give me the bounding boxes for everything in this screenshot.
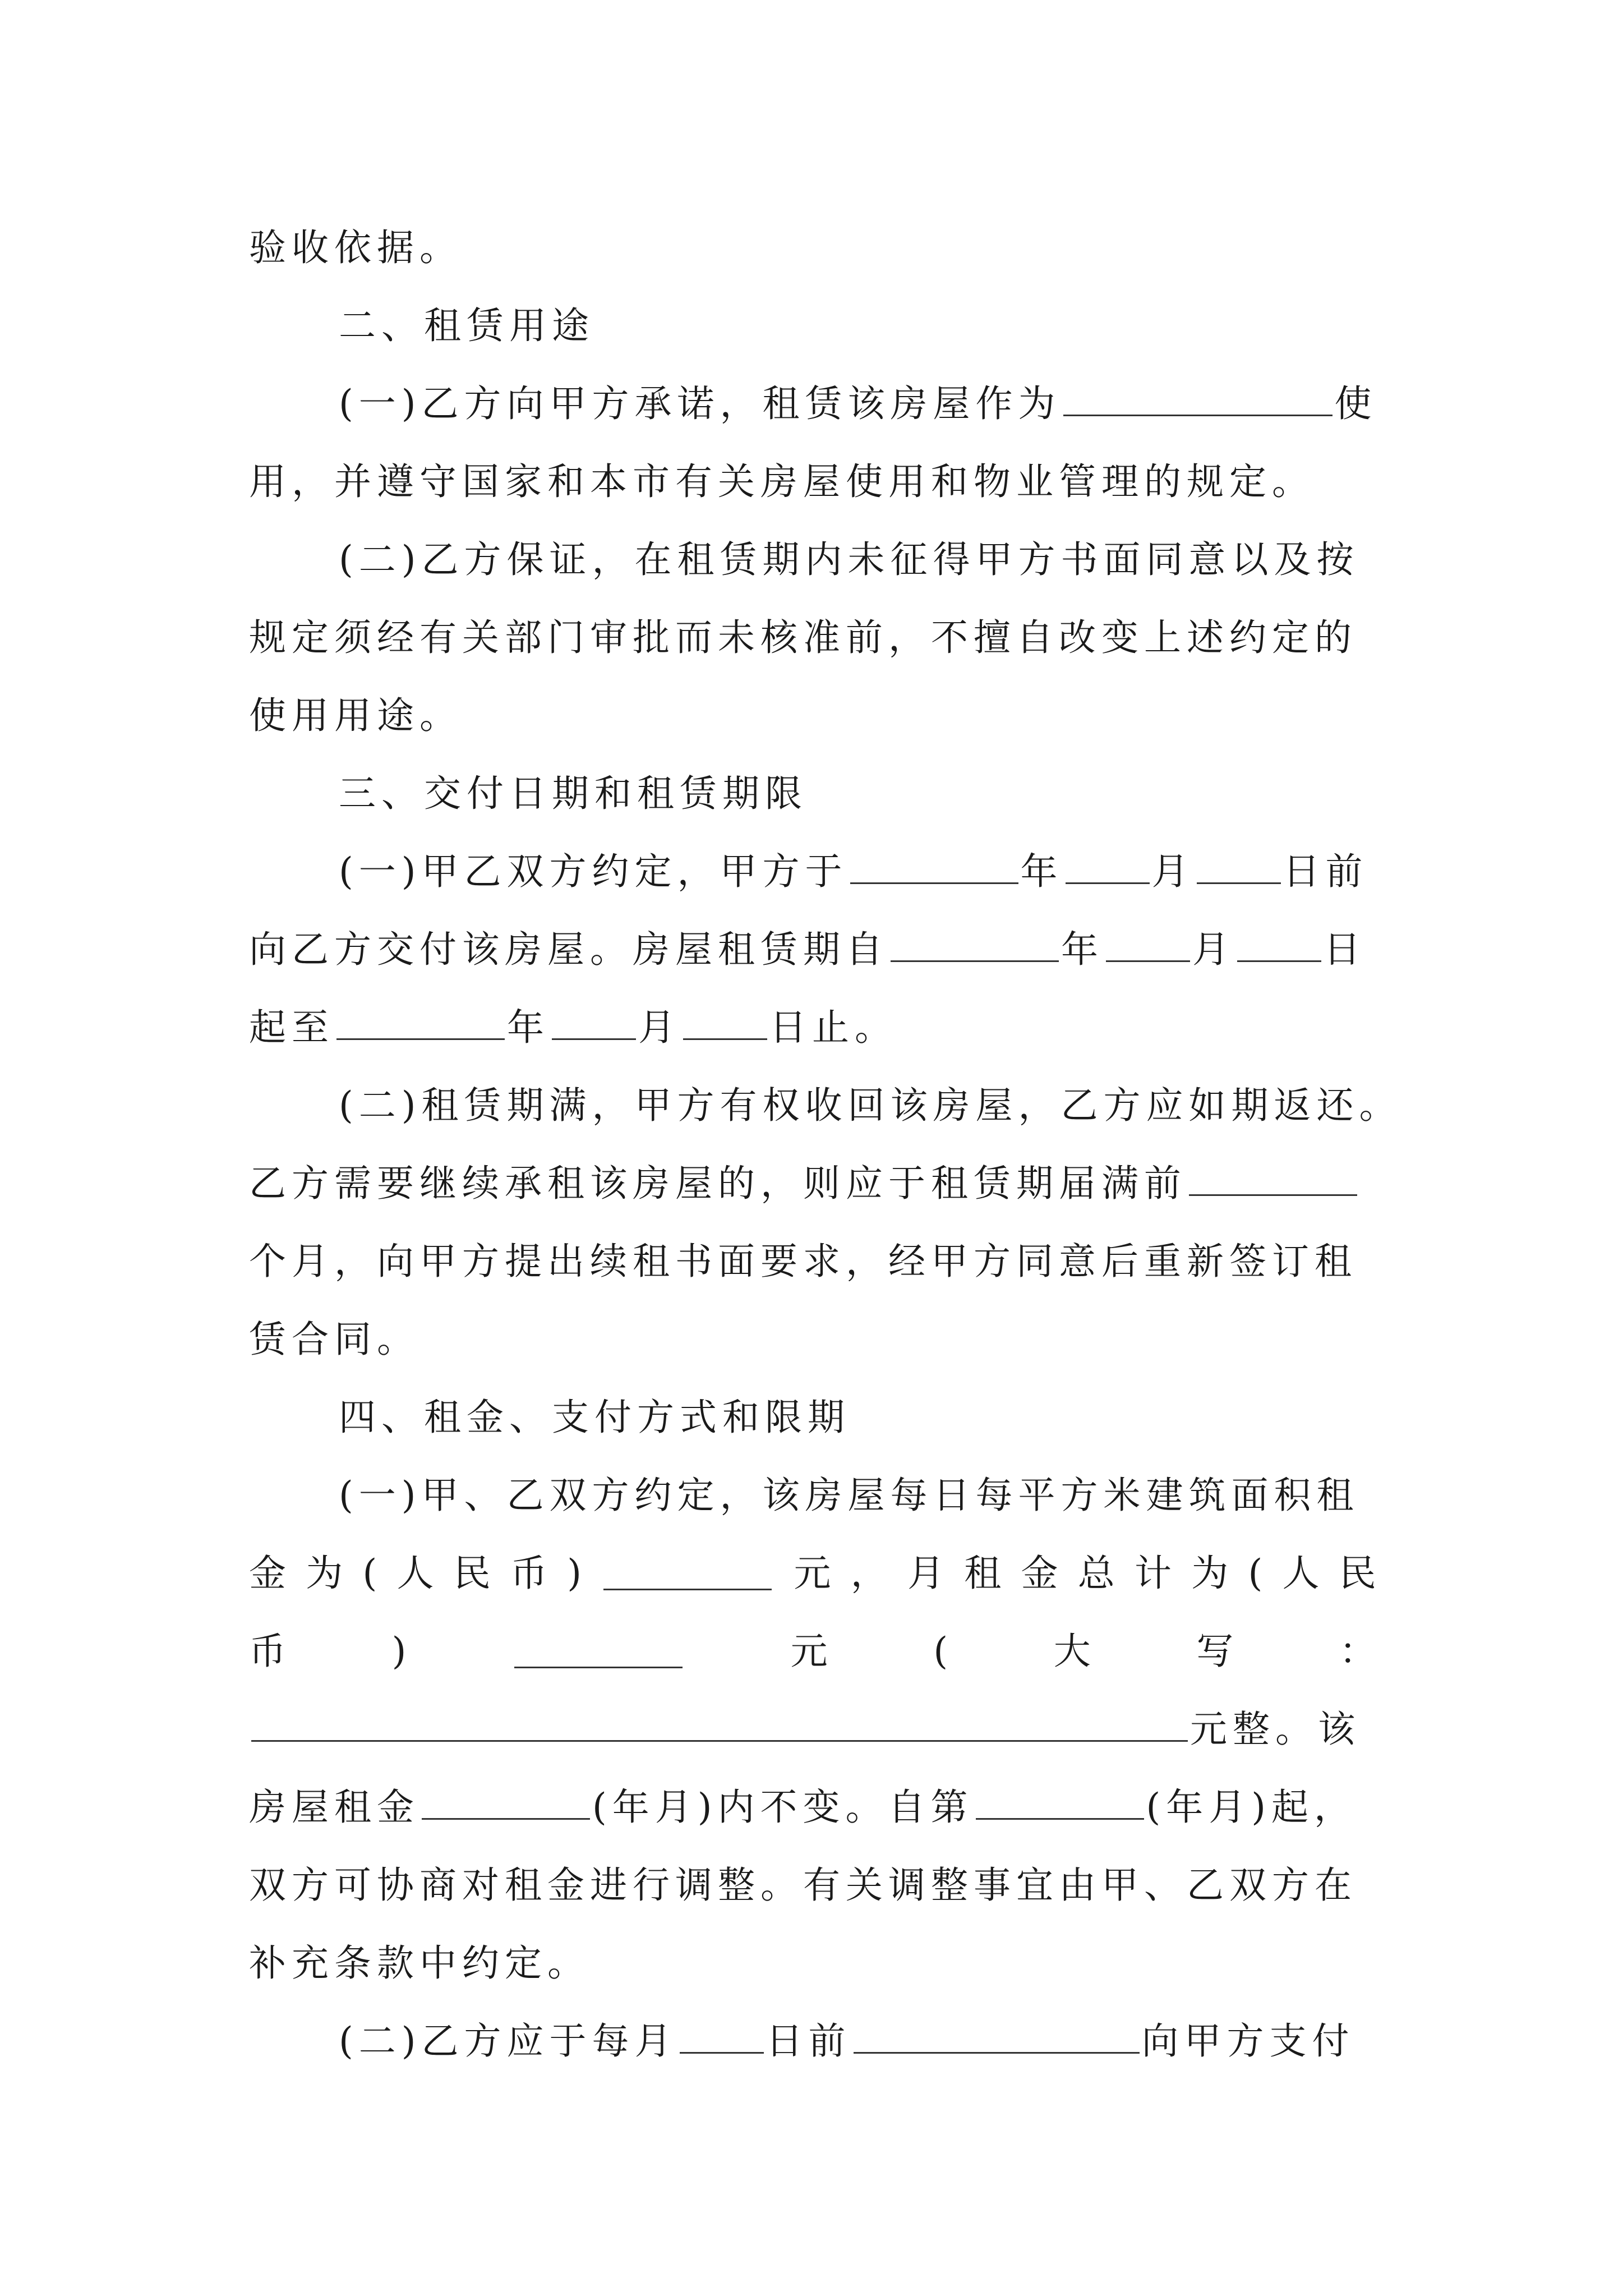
section-heading-4 (249, 1378, 1376, 1456)
text-line (249, 1066, 1402, 1144)
paragraph-text: (年月)起， (1146, 1786, 1357, 1829)
paragraph-text: 起至 (249, 1006, 334, 1049)
char: ， (850, 1552, 888, 1595)
char: ： (1339, 1630, 1376, 1673)
paragraph-text: 元整。该 (1190, 1708, 1361, 1751)
char: 租 (964, 1552, 1002, 1595)
paragraph-text: 日前 (1283, 850, 1368, 893)
paragraph-text: 乙方需要继续承租该房屋的，则应于租赁期届满前 (249, 1162, 1187, 1205)
char: 金 (249, 1552, 286, 1595)
paragraph-text: 年 (1020, 850, 1063, 893)
heading-text: 四、租金、支付方式和限期 (339, 1396, 850, 1439)
paragraph-text: 用，并遵守国家和本市有关房屋使用和物业管理的规定。 (249, 460, 1315, 503)
text-line (249, 521, 1376, 599)
char: 币 (510, 1552, 547, 1595)
char: 币 (249, 1630, 286, 1673)
paragraph-text: 个月，向甲方提出续租书面要求，经甲方同意后重新签订租 (249, 1240, 1357, 1283)
char: 人 (1282, 1552, 1320, 1595)
fill-blank-year[interactable] (850, 850, 1018, 884)
paragraph-text: (年月)内不变。自第 (592, 1786, 974, 1829)
text-line (249, 988, 1376, 1066)
paragraph-text: 房屋租金 (249, 1786, 419, 1829)
char: 计 (1135, 1552, 1172, 1595)
char: 月 (907, 1552, 944, 1595)
text-line (249, 910, 1376, 988)
paragraph-text: (二)乙方保证，在租赁期内未征得甲方书面同意以及按 (339, 538, 1359, 581)
paragraph-text: (二)乙方应于每月 (339, 2019, 677, 2063)
char: ( (933, 1630, 948, 1673)
char: 为 (1191, 1552, 1229, 1595)
fill-blank-month[interactable] (552, 1006, 636, 1040)
paragraph-text: 赁合同。 (249, 1318, 419, 1361)
paragraph-text: 规定须经有关部门审批而未核准前，不擅自改变上述约定的 (249, 616, 1357, 659)
paragraph-text: 日前 (766, 2019, 851, 2063)
fill-blank-year[interactable] (891, 928, 1059, 962)
paragraph-text: 补充条款中约定。 (249, 1941, 590, 1985)
char: 民 (1339, 1552, 1376, 1595)
paragraph-text: 年 (507, 1006, 550, 1049)
char: ) (391, 1630, 407, 1673)
fill-blank-year[interactable] (336, 1006, 505, 1040)
char: 金 (1021, 1552, 1058, 1595)
text-line (249, 599, 1376, 677)
paragraph-text: 年 (1061, 928, 1104, 971)
paragraph-text: 月 (638, 1006, 681, 1049)
paragraph-text: 使 (1334, 382, 1377, 425)
fill-blank-month[interactable] (1106, 928, 1190, 962)
text-line (249, 209, 1376, 287)
char: 元 (790, 1630, 828, 1673)
fill-blank-monthly-rent[interactable] (514, 1634, 683, 1668)
fill-blank-month[interactable] (1066, 850, 1150, 884)
paragraph-text: 双方可协商对租金进行调整。有关调整事宜由甲、乙双方在 (249, 1864, 1357, 1907)
char: 人 (396, 1552, 434, 1595)
text-line (249, 1690, 1376, 1768)
text-line (249, 2002, 1376, 2080)
text-line (249, 1300, 1376, 1378)
fill-blank-day[interactable] (680, 2019, 764, 2054)
heading-text: 二、租赁用途 (339, 304, 594, 347)
char: 总 (1077, 1552, 1115, 1595)
text-line (249, 677, 1376, 754)
char: ( (362, 1552, 377, 1595)
char: 民 (453, 1552, 491, 1595)
paragraph-text: 使用用途。 (249, 694, 462, 737)
char: 写 (1196, 1630, 1234, 1673)
heading-text: 三、交付日期和租赁期限 (339, 772, 808, 815)
paragraph-text: (一)甲乙双方约定，甲方于 (339, 850, 848, 893)
fill-blank-period-start[interactable] (976, 1786, 1144, 1820)
paragraph-text: (一)甲、乙双方约定，该房屋每日每平方米建筑面积租 (339, 1474, 1359, 1517)
text-line (249, 365, 1376, 443)
char: 元 (794, 1552, 831, 1595)
text-line-justified (249, 1612, 1376, 1690)
paragraph-text: 月 (1151, 850, 1195, 893)
char: ( (1248, 1552, 1263, 1595)
fill-blank-period[interactable] (422, 1786, 590, 1820)
text-line (249, 1222, 1376, 1300)
text-line (249, 1924, 1376, 2002)
paragraph-text: 日 (1324, 928, 1366, 971)
fill-blank-usage[interactable] (1063, 382, 1332, 416)
text-line (249, 1768, 1376, 1846)
fill-blank-day[interactable] (1197, 850, 1281, 884)
text-line (249, 1456, 1376, 1534)
char: ) (567, 1552, 582, 1595)
paragraph-text: (一)乙方向甲方承诺，租赁该房屋作为 (339, 382, 1061, 425)
paragraph-text: 向乙方交付该房屋。房屋租赁期自 (249, 928, 888, 971)
document-body (249, 209, 1402, 2080)
section-heading-2 (249, 287, 1376, 365)
paragraph-text: 向甲方支付 (1141, 2019, 1355, 2063)
section-heading-3 (249, 754, 1376, 832)
fill-blank-months[interactable] (1189, 1162, 1357, 1196)
fill-blank-day[interactable] (1237, 928, 1321, 962)
fill-blank-day[interactable] (683, 1006, 767, 1040)
text-line (249, 443, 1376, 521)
text-line (249, 832, 1376, 910)
paragraph-text: 日止。 (769, 1006, 897, 1049)
text-line (249, 1846, 1376, 1924)
fill-blank-daily-rent[interactable] (603, 1556, 772, 1590)
fill-blank-payment[interactable] (854, 2019, 1140, 2054)
paragraph-text: 月 (1192, 928, 1235, 971)
paragraph-text: (二)租赁期满，甲方有权收回该房屋，乙方应如期返还。 (339, 1084, 1402, 1127)
text-line (249, 1144, 1376, 1222)
char: 大 (1053, 1630, 1091, 1673)
char: 为 (306, 1552, 343, 1595)
text-line-justified (249, 1534, 1376, 1612)
paragraph-text: 验收依据。 (249, 226, 462, 269)
fill-blank-amount-in-words[interactable] (251, 1708, 1188, 1742)
